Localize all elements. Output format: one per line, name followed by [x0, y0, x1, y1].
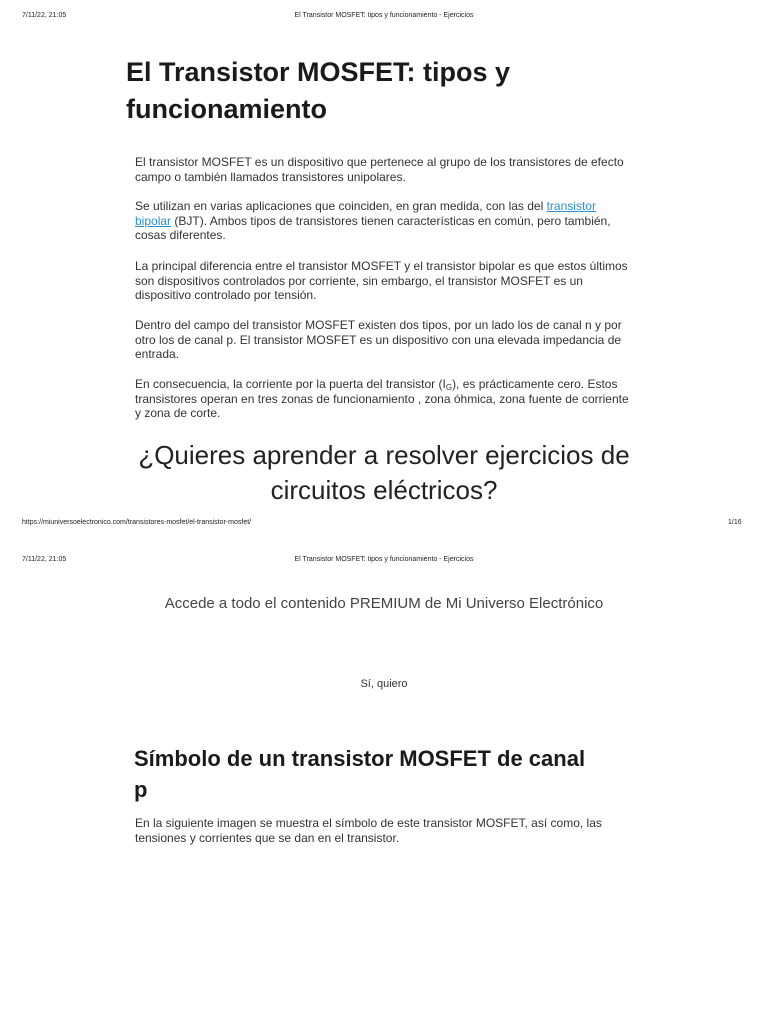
paragraph-symbol-intro: En la siguiente imagen se muestra el símbolo de este transistor MOSFET, así como, las tensiones y corrientes que se dan en el transistor. [135, 816, 602, 845]
paragraph-text: Se utilizan en varias aplicaciones que coinciden, en gran medida, con las del [135, 199, 547, 213]
paragraph-types: Dentro del campo del transistor MOSFET existen dos tipos, por un lado los de canal n y por otro los de canal p. El transistor MOSFET es un dispositivo con una elevada impedancia de entrada. [135, 318, 622, 362]
paragraph-text: En consecuencia, la corriente por la puerta del transistor (I [135, 377, 446, 391]
paragraph-text: (BJT). Ambos tipos de transistores tienen características en común, pero también, cosas diferentes. [135, 213, 611, 243]
paragraph-zones [135, 377, 635, 421]
print-header-title: El Transistor MOSFET: tipos y funcionamiento - Ejercicios [294, 556, 474, 563]
gate-subscript: G [445, 383, 453, 392]
yes-button[interactable]: Sí, quiero [360, 678, 408, 690]
premium-promo-text: Accede a todo el contenido PREMIUM de Mi Universo Electrónico [164, 595, 604, 612]
paragraph-intro: El transistor MOSFET es un dispositivo que pertenece al grupo de los transistores de efecto campo o también llamados transistores unipolares. [135, 155, 624, 184]
page-title: El Transistor MOSFET: tipos y funcionamiento [126, 57, 511, 124]
print-page-number: 1/16 [728, 519, 742, 526]
print-date: 7/11/22, 21:05 [22, 556, 67, 563]
print-header-title: El Transistor MOSFET: tipos y funcionamiento - Ejercicios [294, 12, 474, 19]
paragraph-applications [135, 199, 635, 243]
paragraph-difference: La principal diferencia entre el transistor MOSFET y el transistor bipolar es que estos últimos son dispositivos controlados por corriente, sin embargo, el transistor MOSFET es un dispositivo controlado por tensión. [135, 259, 628, 303]
transistor-bipolar-link[interactable]: transistor bipolar [135, 199, 596, 228]
print-footer-url: https://miuniversoelectronico.com/transistores-mosfet/el-transistor-mosfet/ [22, 519, 252, 526]
print-date: 7/11/22, 21:05 [22, 12, 67, 19]
paragraph-text: ), es prácticamente cero. Estos transistores operan en tres zonas de funcionamiento , zona óhmica, zona fuente de corriente y zona de corte. [135, 377, 629, 421]
cta-heading: ¿Quieres aprender a resolver ejercicios de circuitos eléctricos? [138, 440, 630, 505]
section-title: Símbolo de un transistor MOSFET de canal p [134, 746, 586, 802]
